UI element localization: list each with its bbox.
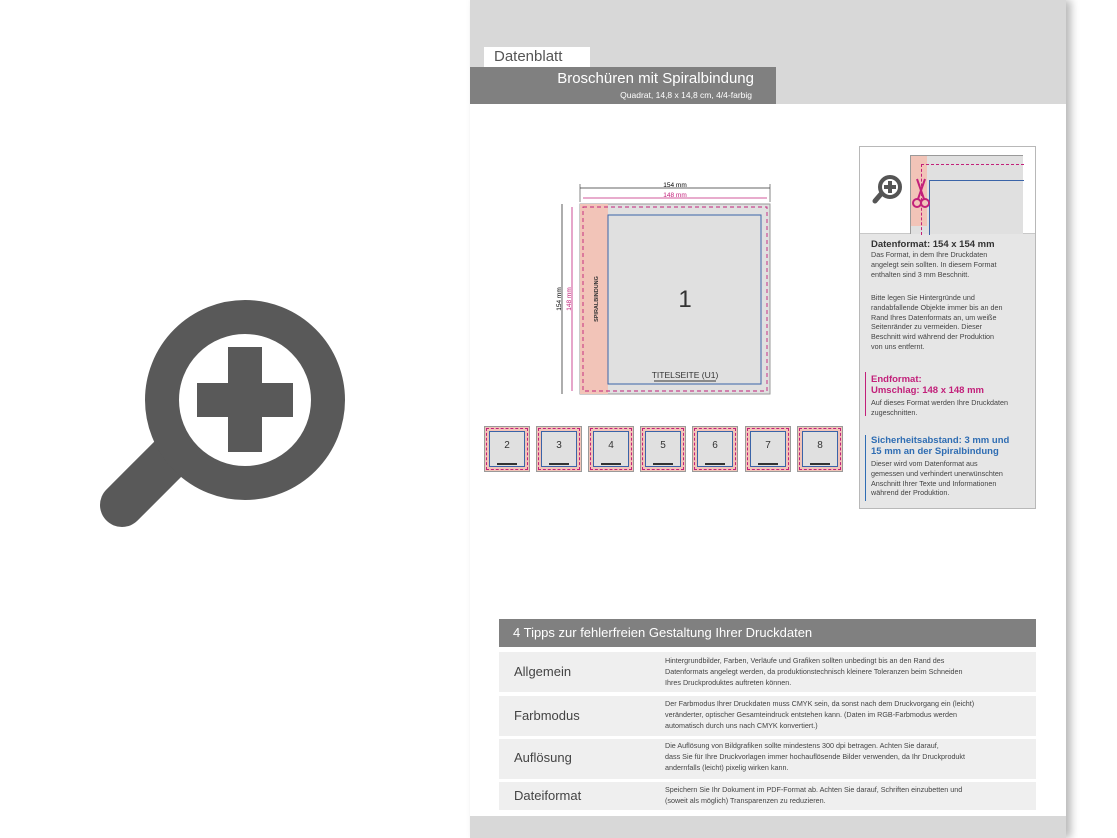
- zoom-in-icon[interactable]: [100, 295, 360, 555]
- page-thumbnail: [797, 426, 843, 472]
- datenformat-text: Das Format, in dem Ihre Druckdaten angelegt sein sollten. In diesem Format enthalten sind 3 mm Beschnitt.: [871, 250, 997, 279]
- endformat-title: Endformat: Umschlag: 148 x 148 mm: [871, 374, 985, 396]
- thumbnail-page-number: 5: [660, 440, 666, 451]
- zoom-in-small-icon[interactable]: [872, 173, 904, 205]
- sicherheit-title: Sicherheitsabstand: 3 mm und 15 mm an der Spiralbindung: [871, 435, 1010, 457]
- tip-row-allgemein: [499, 652, 1036, 692]
- page-number: 1: [678, 286, 692, 313]
- tip-row-aufloesung: [499, 739, 1036, 779]
- page-thumbnail: [536, 426, 582, 472]
- endformat-text: Auf dieses Format werden Ihre Druckdaten zugeschnitten.: [871, 398, 1009, 417]
- thumbnail-page-number: 4: [608, 440, 614, 451]
- sicherheit-text: Dieser wird vom Datenformat aus gemessen und verhindert unerwünschten Anschnitt Ihrer Texte und Informationen während der Produktion.: [871, 459, 1003, 498]
- thumbnail-page-number: 3: [556, 440, 562, 451]
- datenformat-text-2: Bitte legen Sie Hintergründe und randabfallende Objekte immer bis an den Rand Ihres Datenformats an, um weiße Seitenränder zu vermeiden. Dieser Beschnitt wird während der Produktion von uns entfernt.: [871, 293, 1003, 351]
- scissors-icon: [911, 176, 931, 210]
- tip-text: Hintergrundbilder, Farben, Verläufe und Grafiken sollten unbedingt bis an den Rand des Datenformats angelegt werden, da produktionstechnisch kleinere Toleranzen beim Schneiden Ihres Druckproduktes auftreten können.: [665, 656, 963, 687]
- dim-inner-h-label: 148 mm: [663, 192, 687, 199]
- endformat-marker: [865, 372, 866, 416]
- thumbnail-page-number: 7: [765, 440, 771, 451]
- tip-row-farbmodus: [499, 696, 1036, 736]
- dim-outer-v-label: 154 mm: [556, 287, 563, 311]
- sicherheit-marker: [865, 435, 866, 501]
- dim-inner-v-label: 148 mm: [566, 287, 573, 311]
- page-label: TITELSEITE (U1): [651, 370, 719, 380]
- footer-bar: [470, 816, 1066, 838]
- tip-label: Dateiformat: [514, 788, 582, 803]
- tip-text: Die Auflösung von Bildgrafiken sollte mindestens 300 dpi betragen. Achten Sie darauf, dass Sie für Ihre Druckvorlagen immer hochauflösende Bilder verwenden, da Ihr Druckprodukt andernfalls (leicht) pixelig wirken kann.: [665, 741, 966, 772]
- page-title: Broschüren mit Spiralbindung: [557, 70, 754, 87]
- datenformat-title: Datenformat: 154 x 154 mm: [871, 239, 995, 250]
- page-thumbnail: [745, 426, 791, 472]
- tip-row-dateiformat: [499, 782, 1036, 810]
- title-band: [470, 67, 776, 104]
- tip-text: Der Farbmodus Ihrer Druckdaten muss CMYK sein, da sonst nach dem Druckvorgang ein (leicht) veränderter, optischer Gesamteindruck entstehen kann. (Daten im RGB-Farbmodus werden automatisch durch uns nach CMYK konvertiert.): [665, 699, 975, 730]
- page-thumbnail: [692, 426, 738, 472]
- dim-outer-h-label: 154 mm: [663, 182, 687, 189]
- page-thumbnail: [588, 426, 634, 472]
- tip-label: Allgemein: [514, 664, 572, 679]
- tips-heading: 4 Tipps zur fehlerfreien Gestaltung Ihrer Druckdaten: [499, 619, 1036, 647]
- tip-label: Farbmodus: [514, 708, 580, 723]
- thumbnail-page-number: 6: [712, 440, 718, 451]
- info-preview: [860, 147, 1035, 234]
- format-info-box: [859, 146, 1036, 509]
- binding-label: SPIRALBINDUNG: [594, 276, 600, 322]
- page-format-diagram: [558, 178, 878, 408]
- thumbnail-page-number: 2: [504, 440, 510, 451]
- datasheet-tab: Datenblatt: [484, 47, 590, 67]
- datasheet-page: [470, 0, 1066, 838]
- page-thumbnail: [484, 426, 530, 472]
- corner-preview: [910, 155, 1023, 234]
- tip-label: Auflösung: [514, 750, 572, 765]
- page-thumbnail: [640, 426, 686, 472]
- page-subtitle: Quadrat, 14,8 x 14,8 cm, 4/4-farbig: [620, 90, 752, 100]
- thumbnail-page-number: 8: [817, 440, 823, 451]
- tip-text: Speichern Sie Ihr Dokument im PDF-Format ab. Achten Sie darauf, Schriften einzubetten und (soweit als möglich) Transparenzen zu reduzieren.: [665, 785, 963, 805]
